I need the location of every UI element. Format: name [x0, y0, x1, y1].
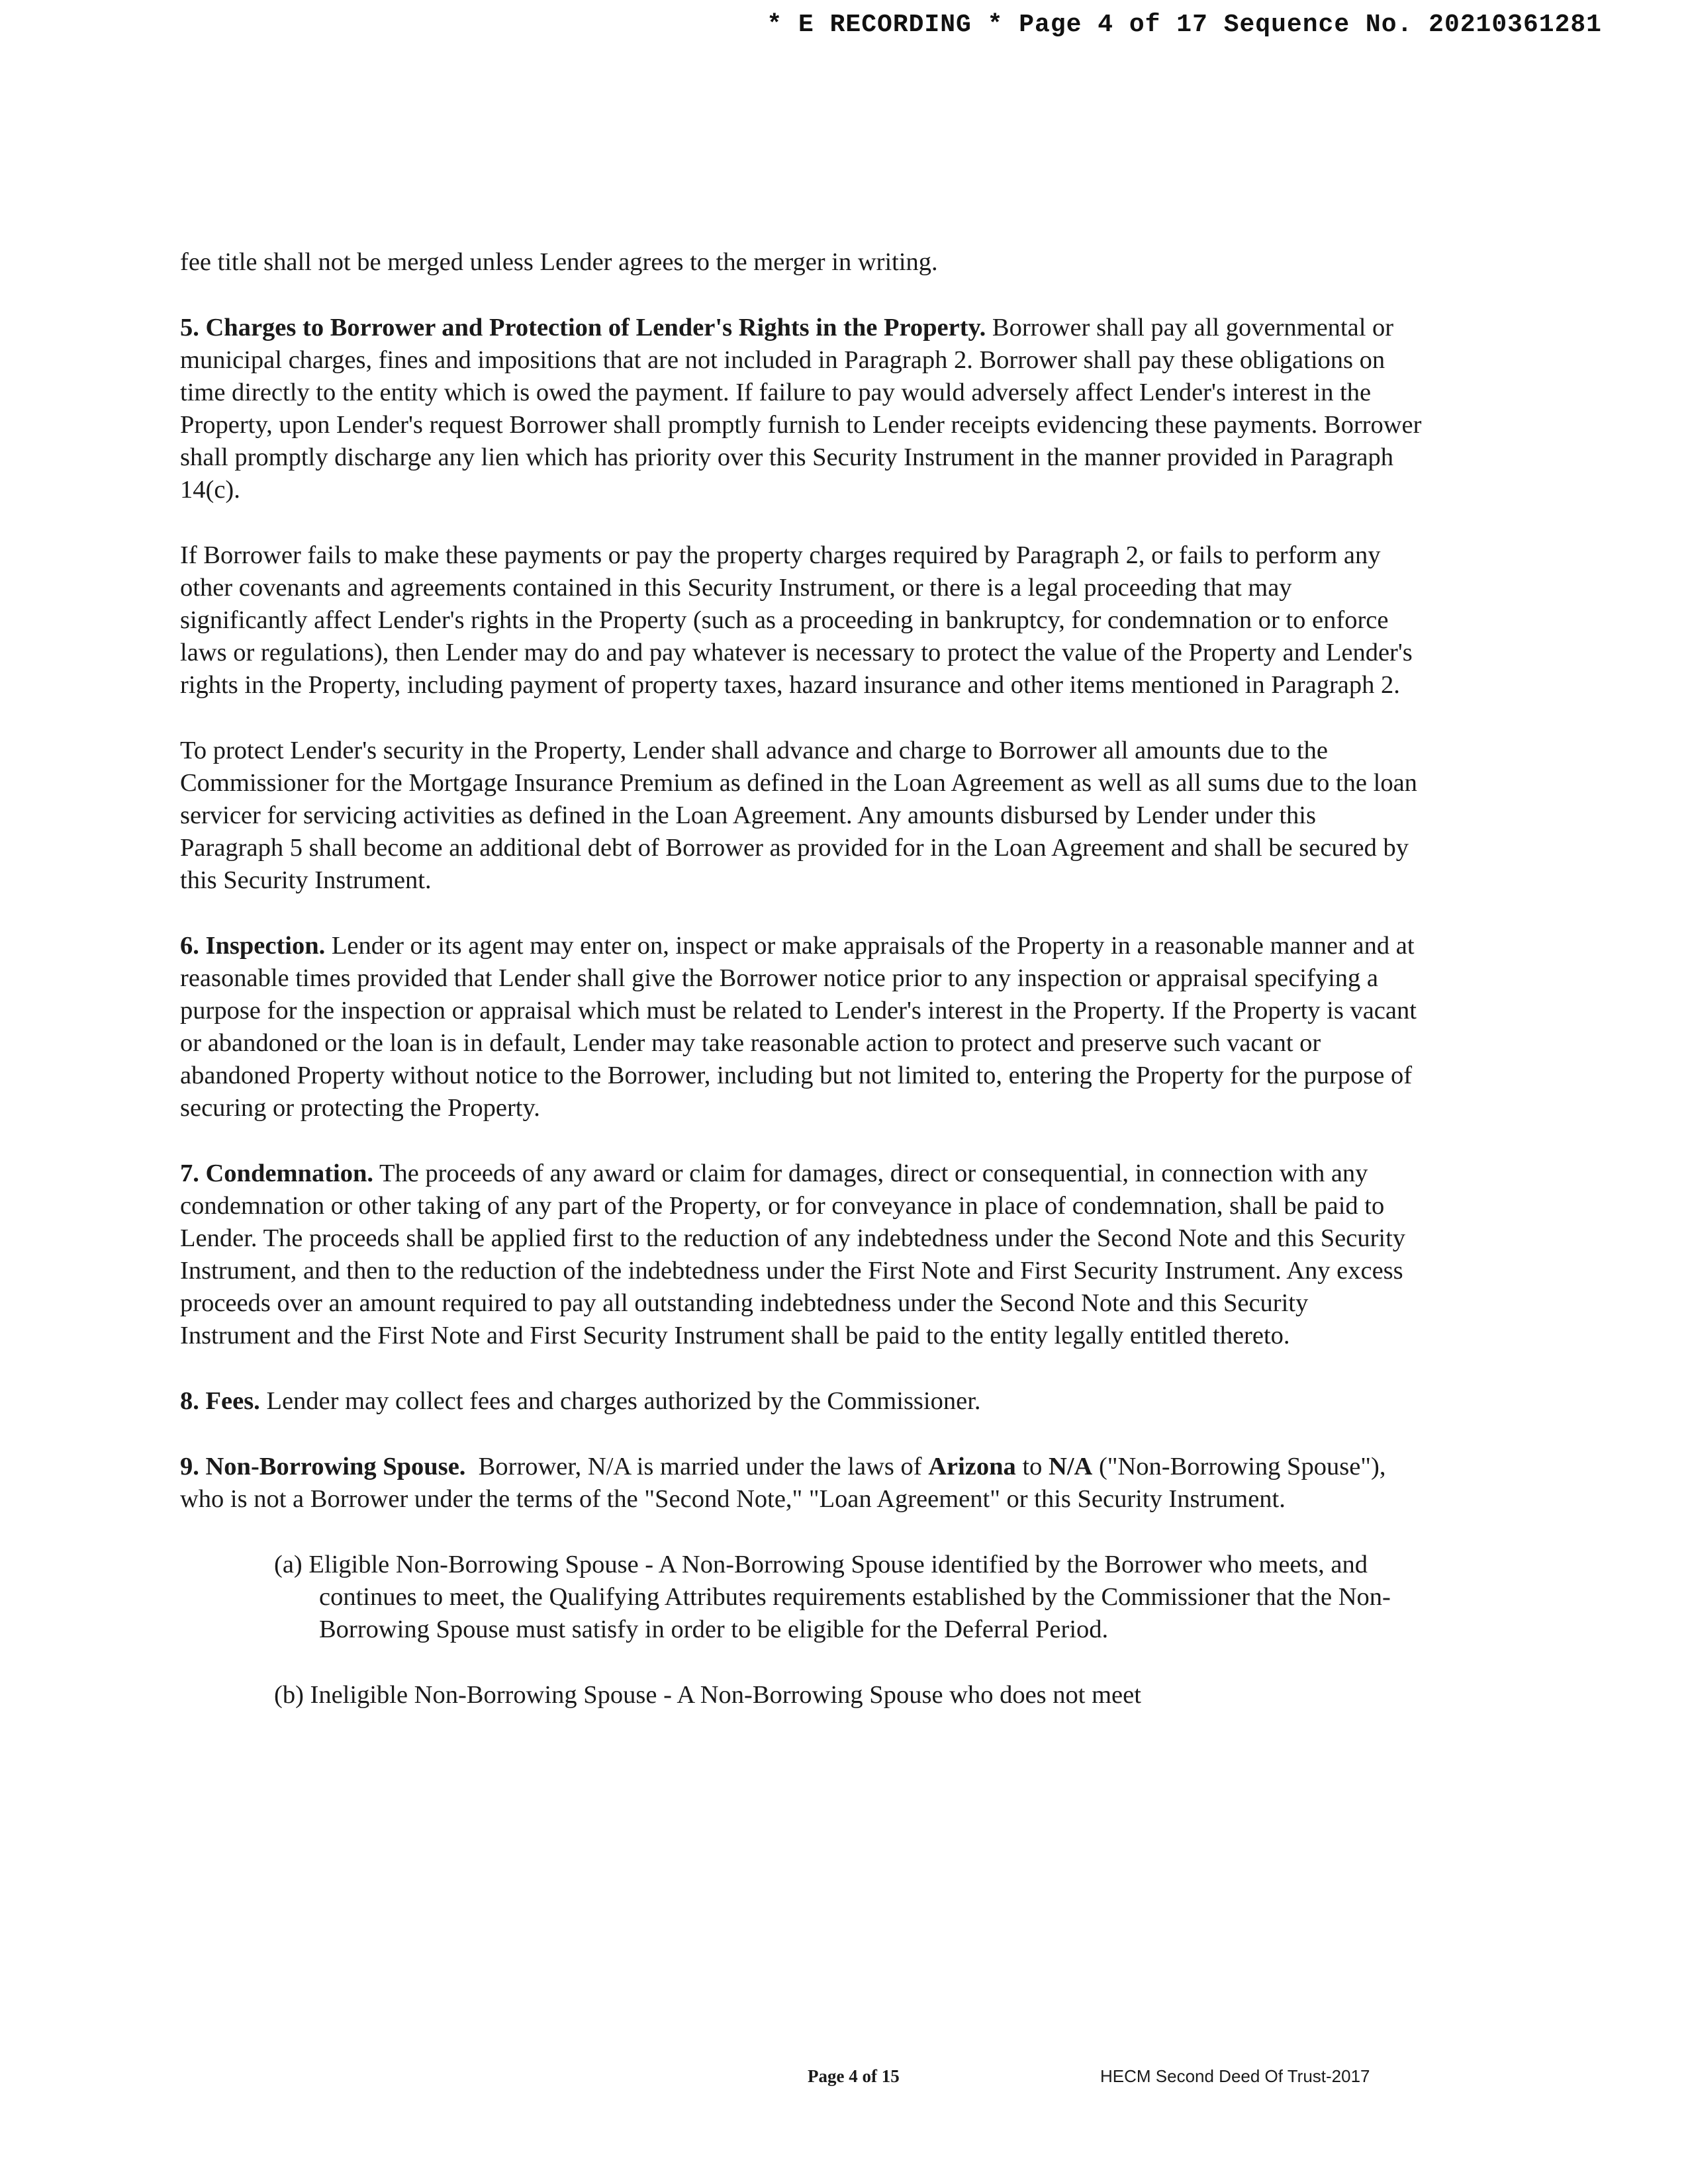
- section-9-heading: 9. Non-Borrowing Spouse.: [180, 1453, 466, 1480]
- footer-page-number: Page 4 of 15: [808, 2066, 900, 2086]
- section-9-text-b: is married under the laws of: [636, 1453, 922, 1480]
- document-body: [180, 246, 1425, 1745]
- marriage-state: Arizona: [928, 1453, 1016, 1480]
- section-8-text: Lender may collect fees and charges authorized by the Commissioner.: [266, 1387, 981, 1415]
- section-9-text-c: to: [1022, 1453, 1043, 1480]
- section-7-paragraph: [180, 1158, 1425, 1352]
- section-6-paragraph: [180, 930, 1425, 1124]
- spouse-name: N/A: [1049, 1453, 1093, 1480]
- section-8-paragraph: [180, 1385, 1425, 1418]
- section-5-paragraph-2: If Borrower fails to make these payments or pay the property charges required by Paragraph 2, or fails to perform any other covenants and agreements contained in this Security Instrument, or there is a legal proceeding that may significantly affect Lender's rights in the Property (such as a proceeding in bankruptcy, for condemnation or to enforce laws or regulations), then Lender may do and pay whatever is necessary to protect the value of the Property and Lender's rights in the Property, including payment of property taxes, hazard insurance and other items mentioned in Paragraph 2.: [180, 541, 1413, 699]
- section-9-text-a: Borrower,: [478, 1453, 582, 1480]
- continuation-text: fee title shall not be merged unless Lender agrees to the merger in writing.: [180, 248, 938, 276]
- section-6-text: Lender or its agent may enter on, inspect or make appraisals of the Property in a reasonable manner and at reasonable times provided that Lender shall give the Borrower notice prior to any inspection or appraisal specifying a purpose for the inspection or appraisal which must be related to Lender's interest in the Property. If the Property is vacant or abandoned or the loan is in default, Lender may take reasonable action to protect and preserve such vacant or abandoned Property without notice to the Borrower, including but not limited to, entering the Property for the purpose of securing or protecting the Property.: [180, 932, 1417, 1122]
- section-7-heading: 7. Condemnation.: [180, 1160, 374, 1187]
- borrower-name: N/A: [587, 1453, 631, 1480]
- section-7-text: The proceeds of any award or claim for damages, direct or consequential, in connection with any condemnation or other taking of any part of the Property, or for conveyance in place of condemnation, shall be paid to Lender. The proceeds shall be applied first to the reduction of any indebtedness under the Second Note and this Security Instrument, and then to the reduction of the indebtedness under the First Note and First Security Instrument. Any excess proceeds over an amount required to pay all outstanding indebtedness under the Second Note and this Security Instrument and the First Note and First Security Instrument shall be paid to the entity legally entitled thereto.: [180, 1160, 1406, 1349]
- section-5-paragraph-1: [180, 312, 1425, 506]
- section-5-paragraph-3: To protect Lender's security in the Property, Lender shall advance and charge to Borrower all amounts due to the Commissioner for the Mortgage Insurance Premium as defined in the Loan Agreement as well as all sums due to the loan servicer for servicing activities as defined in the Loan Agreement. Any amounts disbursed by Lender under this Paragraph 5 shall become an additional debt of Borrower as provided for in the Loan Agreement and shall be secured by this Security Instrument.: [180, 737, 1417, 894]
- section-9-paragraph: [180, 1451, 1425, 1516]
- footer-document-title: HECM Second Deed Of Trust-2017: [1100, 2066, 1370, 2086]
- section-8-heading: 8. Fees.: [180, 1387, 260, 1415]
- section-5-text: Borrower shall pay all governmental or municipal charges, fines and impositions that are not included in Paragraph 2. Borrower shall pay these obligations on time directly to the entity which is owed the payment. If failure to pay would adversely affect Lender's interest in the Property, upon Lender's request Borrower shall promptly furnish to Lender receipts evidencing these payments. Borrower shall promptly discharge any lien which has priority over this Security Instrument in the manner provided in Paragraph 14(c).: [180, 314, 1422, 504]
- section-5-heading: 5. Charges to Borrower and Protection of Lender's Rights in the Property.: [180, 314, 986, 341]
- section-9-text-d: ("Non-Borrowing Spouse"), who is not a Borrower under the terms of the "Second Note," "Loan Agreement" or this Security Instrument.: [180, 1453, 1386, 1513]
- recording-header: * E RECORDING * Page 4 of 17 Sequence No. 20210361281: [767, 11, 1602, 39]
- section-6-heading: 6. Inspection.: [180, 932, 326, 960]
- section-9-item-b: (b) Ineligible Non-Borrowing Spouse - A Non-Borrowing Spouse who does not meet: [274, 1681, 1141, 1709]
- section-9-item-a: (a) Eligible Non-Borrowing Spouse - A Non-Borrowing Spouse identified by the Borrower who meets, and continues to meet, the Qualifying Attributes requirements established by the Commissioner that the Non-Borrowing Spouse must satisfy in order to be eligible for the Deferral Period.: [274, 1551, 1391, 1643]
